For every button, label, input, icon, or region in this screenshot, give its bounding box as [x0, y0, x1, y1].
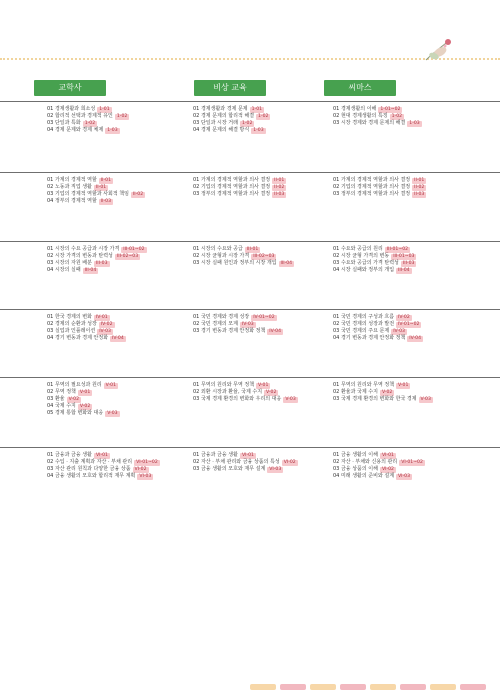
list-item-label: 02 합리적 선택과 경제적 유인 [47, 113, 113, 119]
list-item [193, 396, 343, 403]
unit-code-badge: II-01 [274, 178, 285, 183]
unit-code-badge: III-04 [280, 261, 293, 266]
list-item-label: 04 시장의 실패 [47, 267, 81, 273]
list-item-label: 01 금융과 금융 생활 [193, 452, 238, 458]
unit-code-badge: VI-02 [134, 467, 147, 472]
list-item-label: 03 실업과 인플레이션 [47, 328, 96, 334]
list-item [193, 466, 343, 473]
column-header-kyohaksa: 교학사 [34, 80, 106, 96]
bottom-decoration-strip [250, 684, 486, 690]
list-item-label: 03 수요와 공급의 가격 탄력성 [333, 260, 399, 266]
unit-code-badge: V-01 [79, 390, 91, 395]
row-divider [0, 241, 500, 242]
list-item [193, 246, 343, 253]
list-item-label: 04 시장 실패와 정부의 개입 [333, 267, 395, 273]
unit-code-badge: III-04 [398, 268, 410, 273]
list-item [47, 246, 197, 253]
unit-code-badge: VI-01 [95, 453, 108, 458]
list-item-label: 01 무역의 원리와 무역 정책 [193, 382, 255, 388]
curriculum-cell [47, 177, 197, 205]
list-item-label: 04 금융 생활의 모호와 합리적 재무 계획 [47, 473, 136, 479]
list-item-label: 04 국제 수지 [47, 403, 76, 409]
unit-code-badge: 1-02 [391, 114, 403, 119]
list-item-label: 04 경제 문제와 경제 체제 [47, 127, 104, 133]
list-item [333, 314, 483, 321]
list-item [47, 106, 197, 113]
flower-decoration-icon [420, 30, 456, 66]
list-item-label: 02 자산 · 부채와 신용의 관리 [333, 459, 398, 465]
list-item-label: 03 경기 변동과 경제 안정화 정책 [193, 328, 266, 334]
unit-code-badge: VI-02 [283, 460, 296, 465]
list-item [47, 127, 197, 134]
list-item-label: 01 시장의 수요 공급과 시장 가격 [47, 246, 120, 252]
unit-code-badge: III-03 [95, 261, 108, 266]
list-item [193, 452, 343, 459]
unit-code-badge: II-03 [274, 192, 285, 197]
list-item-label: 04 미래 생활의 준비와 설계 [333, 473, 395, 479]
unit-code-badge: V-03 [285, 397, 296, 402]
list-item-label: 04 경기 변동과 경제 안정화 [47, 335, 109, 341]
unit-code-badge: IV-02 [100, 322, 113, 327]
unit-code-badge: IV-04 [269, 329, 282, 334]
curriculum-cell [333, 452, 483, 480]
unit-code-badge: III-03 [402, 261, 415, 266]
list-item [47, 459, 197, 466]
list-item-label: 02 자산 · 부채 관리와 금융 상품의 특성 [193, 459, 280, 465]
list-item [193, 184, 343, 191]
list-item-label: 01 시장의 수요와 공급 [193, 246, 243, 252]
unit-code-badge: III-01~02 [123, 247, 145, 252]
unit-code-badge: II-01 [100, 178, 111, 183]
list-item-label: 01 한국 경제의 변화 [47, 314, 92, 320]
list-item [333, 328, 483, 335]
list-item [47, 389, 197, 396]
unit-code-badge: 1-01 [251, 107, 263, 112]
list-item [333, 466, 483, 473]
list-item [47, 473, 197, 480]
list-item-label: 01 금융과 금융 생활 [47, 452, 92, 458]
list-item [47, 267, 197, 274]
list-item-label: 03 환율 [47, 396, 65, 402]
curriculum-cell [47, 452, 197, 480]
list-item-label: 02 국민 경제의 모계 [193, 321, 238, 327]
list-item [333, 396, 483, 403]
list-item-label: 03 국제 경제 환경의 변화와 우리의 대응 [193, 396, 282, 402]
list-item [333, 260, 483, 267]
curriculum-cell [333, 246, 483, 274]
list-item-label: 04 경기 변동과 경제 안정화 정책 [333, 335, 406, 341]
list-item-label: 03 금융 생활의 모호와 재무 설계 [193, 466, 266, 472]
list-item [193, 328, 343, 335]
list-item [193, 120, 343, 127]
list-item [333, 177, 483, 184]
list-item-label: 03 금융 상품의 이해 [333, 466, 378, 472]
list-item [193, 314, 343, 321]
list-item-label: 01 경제생활의 이해 [333, 106, 377, 112]
list-item-label: 01 무역의 필요성과 원리 [47, 382, 102, 388]
unit-code-badge: 1-03 [107, 128, 118, 133]
list-item-label: 02 무역 정책 [47, 389, 76, 395]
list-item-label: 03 정부의 경제적 역할과 의사 결정 [193, 191, 271, 197]
list-item-label: 02 경제의 순환과 성장 [47, 321, 97, 327]
list-item-label: 02 시장 가격의 변동과 탄력성 [47, 253, 113, 259]
list-item [333, 120, 483, 127]
curriculum-cell [333, 106, 483, 127]
list-item-label: 03 정부의 경제적 역할과 의사 결정 [333, 191, 411, 197]
list-item-label: 02 외환 시장과 환율, 국제 수지 [193, 389, 263, 395]
list-item [193, 253, 343, 260]
list-item-label: 01 경제생활과 희소성 [47, 106, 96, 112]
list-item [47, 113, 197, 120]
list-item [333, 335, 483, 342]
list-item-label: 02 기업의 경제적 역할과 의사 결정 [193, 184, 271, 190]
list-item [333, 246, 483, 253]
curriculum-cell [193, 382, 343, 403]
unit-code-badge: II-03 [414, 192, 425, 197]
list-item [47, 466, 197, 473]
list-item [47, 253, 197, 260]
unit-code-badge: IV-01 [95, 315, 108, 320]
unit-code-badge: II-01 [95, 185, 107, 190]
unit-code-badge: V-02 [79, 404, 91, 409]
curriculum-cell [47, 106, 197, 134]
list-item [333, 113, 483, 120]
list-item [47, 260, 197, 267]
row-divider [0, 447, 500, 448]
list-item-label: 01 가계의 경제적 역할 [47, 177, 97, 183]
unit-code-badge: VI-03 [139, 474, 152, 479]
curriculum-cell [193, 106, 343, 134]
row-divider [0, 377, 500, 378]
unit-code-badge: 1-01 [99, 107, 110, 112]
unit-code-badge: 1-02 [258, 114, 269, 119]
list-item [193, 106, 343, 113]
unit-code-badge: III-04 [84, 268, 97, 273]
list-item [333, 389, 483, 396]
unit-code-badge: 1-02 [116, 114, 128, 119]
list-item-label: 03 기업의 경제적 역할과 사회적 책임 [47, 191, 129, 197]
unit-code-badge: 1-03 [253, 128, 264, 133]
list-item-label: 01 가계의 경제적 역할과 의사 결정 [333, 177, 411, 183]
list-item [47, 396, 197, 403]
unit-code-badge: II-03 [100, 199, 111, 204]
curriculum-cell [333, 314, 483, 342]
unit-code-badge: VI-01 [241, 453, 254, 458]
list-item [47, 177, 197, 184]
list-item [333, 452, 483, 459]
list-item [333, 267, 483, 274]
unit-code-badge: IV-02 [398, 315, 410, 320]
list-item [47, 198, 197, 205]
list-item [333, 106, 483, 113]
list-item [333, 321, 483, 328]
unit-code-badge: II-02 [414, 185, 425, 190]
list-item [47, 314, 197, 321]
list-item [193, 260, 343, 267]
list-item-label: 04 경제 문제의 해결 방식 [193, 127, 250, 133]
unit-code-badge: V-02 [266, 390, 277, 395]
unit-code-badge: 1-02 [84, 121, 96, 126]
list-item [47, 335, 197, 342]
unit-code-badge: IV-01~02 [398, 322, 420, 327]
list-item-label: 03 시장의 자원 배분 [47, 260, 92, 266]
unit-code-badge: IV-03 [241, 322, 254, 327]
curriculum-cell [47, 314, 197, 342]
list-item-label: 02 수입 · 지출 계획과 자산 · 부채 관리 [47, 459, 133, 465]
list-item-label: 03 단일과 시장 거래 [193, 120, 238, 126]
list-item [47, 328, 197, 335]
list-item [47, 120, 197, 127]
unit-code-badge: 1-01~02 [380, 107, 401, 112]
list-item-label: 02 경제 문제의 합리적 해결 [193, 113, 255, 119]
unit-code-badge: III-01~03 [393, 254, 415, 259]
unit-code-badge: V-02 [68, 397, 80, 402]
list-item [47, 184, 197, 191]
curriculum-cell [47, 382, 197, 417]
curriculum-cell [193, 177, 343, 198]
curriculum-cell [47, 246, 197, 274]
unit-code-badge: V-02 [381, 390, 393, 395]
unit-code-badge: V-03 [420, 397, 431, 402]
unit-code-badge: III-01 [246, 247, 259, 252]
list-item-label: 01 무역의 원리와 무역 정책 [333, 382, 395, 388]
column-header-cmass: 씨마스 [324, 80, 396, 96]
unit-code-badge: III-01~02 [386, 247, 409, 252]
curriculum-cell [193, 452, 343, 473]
list-item [47, 382, 197, 389]
list-item-label: 03 단일과 특화 [47, 120, 81, 126]
list-item [47, 452, 197, 459]
curriculum-cell [193, 246, 343, 267]
unit-code-badge: IV-03 [393, 329, 405, 334]
list-item [193, 191, 343, 198]
list-item [193, 459, 343, 466]
list-item-label: 01 수요와 공급의 원리 [333, 246, 383, 252]
list-item-label: 01 경제생활과 경제 문제 [193, 106, 248, 112]
unit-code-badge: II-01 [414, 178, 425, 183]
unit-code-badge: V-01 [398, 383, 409, 388]
list-item-label: 03 시장 경제와 경제 문제의 해결 [333, 120, 406, 126]
list-item [193, 389, 343, 396]
list-item [47, 403, 197, 410]
unit-code-badge: VI-02 [381, 467, 394, 472]
row-divider [0, 101, 500, 102]
column-header-visang: 비상 교육 [194, 80, 266, 96]
list-item [193, 127, 343, 134]
list-item-label: 02 시장 균형 가격의 변동 [333, 253, 390, 259]
list-item-label: 01 금융 생활의 이해 [333, 452, 378, 458]
list-item-label: 03 국민 경제의 주요 문제 [333, 328, 390, 334]
unit-code-badge: II-02 [132, 192, 144, 197]
unit-code-badge: VI-01 [381, 453, 394, 458]
list-item-label: 03 국제 경제 환경의 변화와 한국 경제 [333, 396, 417, 402]
unit-code-badge: IV-04 [409, 336, 422, 341]
list-item [193, 177, 343, 184]
list-item [333, 459, 483, 466]
unit-code-badge: VI-03 [398, 474, 411, 479]
unit-code-badge: V-03 [107, 411, 118, 416]
unit-code-badge: 1-02 [241, 121, 253, 126]
list-item [193, 382, 343, 389]
unit-code-badge: IV-01~02 [253, 315, 275, 320]
list-item [333, 473, 483, 480]
list-item [333, 184, 483, 191]
list-item-label: 01 가계의 경제적 역할과 의사 결정 [193, 177, 271, 183]
list-item-label: 01 국민 경제의 구성과 흐름 [333, 314, 395, 320]
list-item [47, 410, 197, 417]
list-item [193, 321, 343, 328]
list-item-label: 05 경제 통합 변화와 대응 [47, 410, 104, 416]
list-item [47, 191, 197, 198]
list-item-label: 02 기업의 경제적 역할과 의사 결정 [333, 184, 411, 190]
unit-code-badge: VI-03 [269, 467, 282, 472]
list-item-label: 01 국민 경제와 경제 성장 [193, 314, 250, 320]
unit-code-badge: III-02~03 [116, 254, 139, 259]
curriculum-cell [333, 382, 483, 403]
row-divider [0, 309, 500, 310]
list-item-label: 04 정부의 경제적 역할 [47, 198, 97, 204]
row-divider [0, 172, 500, 173]
unit-code-badge: 1-03 [409, 121, 420, 126]
list-item-label: 03 시장 실패 원인과 정부의 시장 개입 [193, 260, 277, 266]
list-item-label: 02 노동과 직업 생활 [47, 184, 92, 190]
list-item-label: 02 시장 균형과 시장 가격 [193, 253, 250, 259]
list-item-label: 02 현대 경제생활의 특징 [333, 113, 388, 119]
curriculum-cell [333, 177, 483, 198]
unit-code-badge: V-01 [105, 383, 116, 388]
unit-code-badge: III-02~03 [253, 254, 275, 259]
unit-code-badge: V-01 [258, 383, 269, 388]
list-item [333, 382, 483, 389]
curriculum-cell [193, 314, 343, 335]
unit-code-badge: II-02 [274, 185, 285, 190]
list-item [193, 113, 343, 120]
list-item-label: 03 자산 관리 원칙과 다양한 금융 상품 [47, 466, 131, 472]
unit-code-badge: VI-01~02 [401, 460, 423, 465]
unit-code-badge: IV-04 [112, 336, 124, 341]
list-item-label: 02 국민 경제의 성장과 발전 [333, 321, 395, 327]
list-item [333, 191, 483, 198]
list-item-label: 02 환율과 국제 수지 [333, 389, 378, 395]
unit-code-badge: VI-01~02 [136, 460, 158, 465]
list-item [333, 253, 483, 260]
unit-code-badge: IV-03 [99, 329, 111, 334]
list-item [47, 321, 197, 328]
